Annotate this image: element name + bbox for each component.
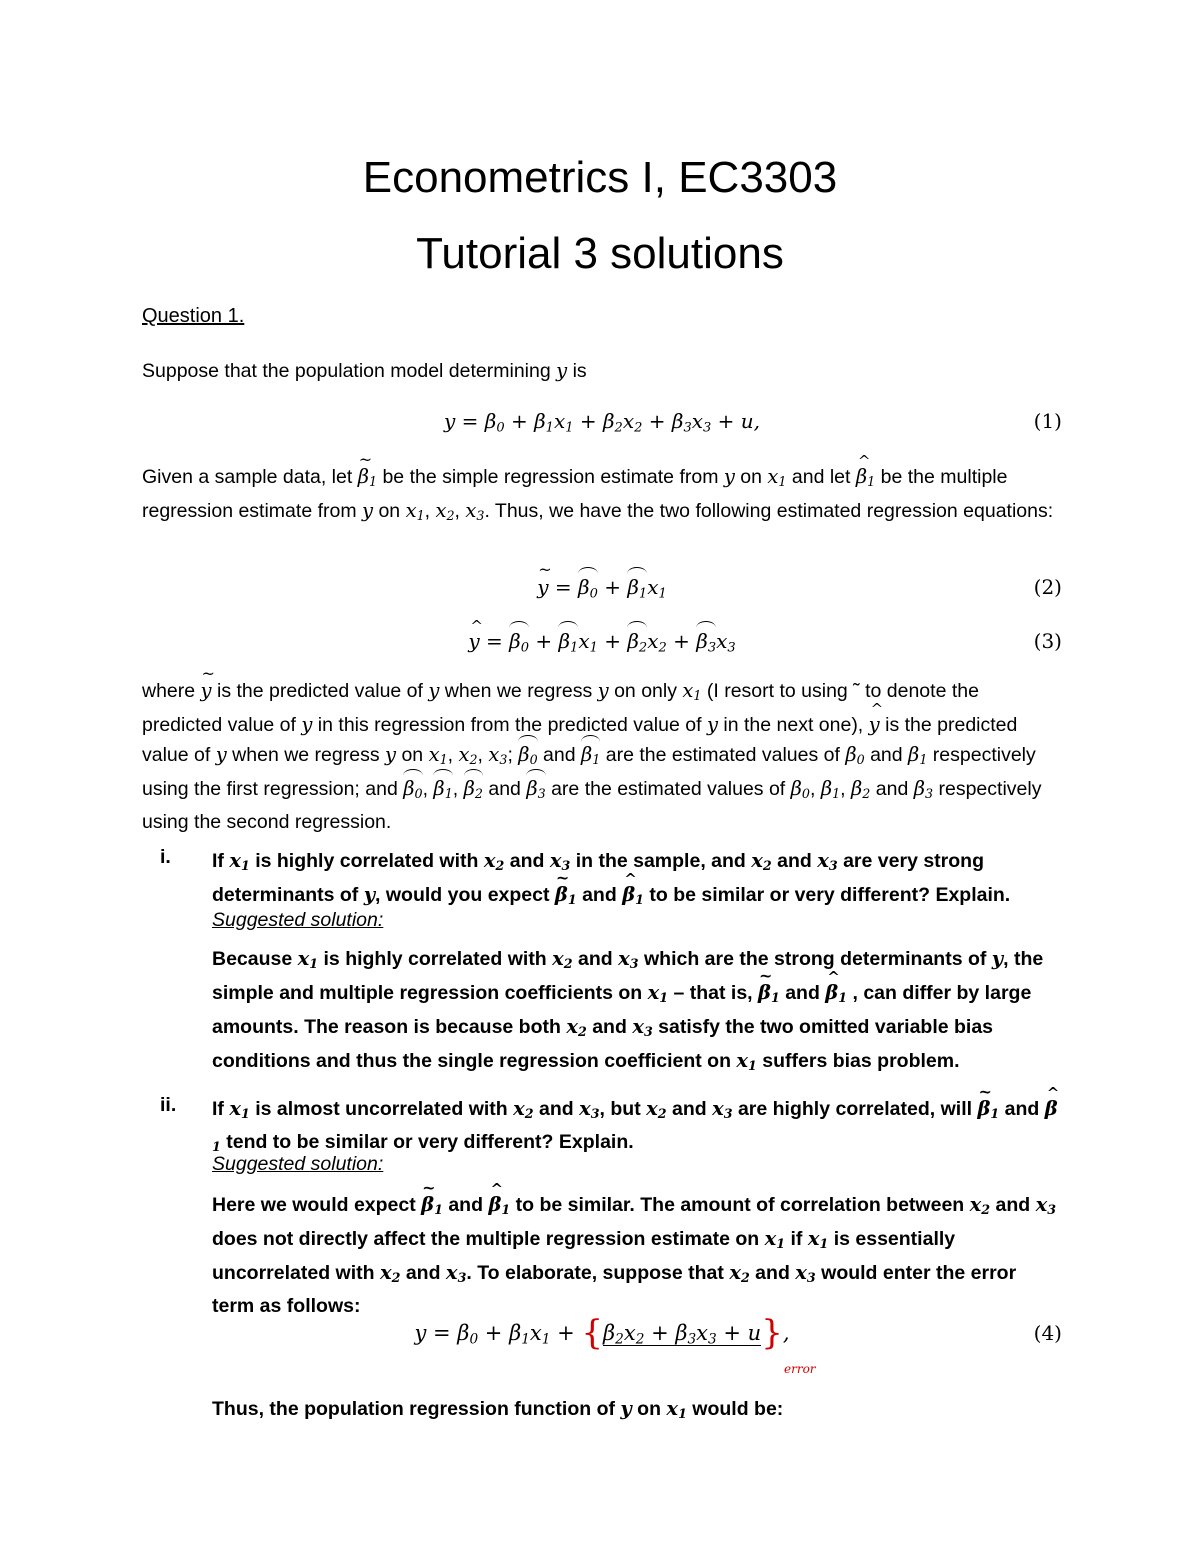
- item-i-label: i.: [160, 846, 171, 868]
- item-i-question: If $x_1$ is highly correlated with $x_2$ and $x_3$ in the sample, and $x_2$ and $x_3$ are very strong determinants of y, would you expect β $\sim_1$ and β $\^{}_1$ to be similar or very different? Explain.: [212, 846, 1062, 914]
- item-i-solution: Because $x_1$ is highly correlated with $x_2$ and $x_3$ which are the strong determinants of y, the simple and multiple regression coefficients on $x_1$ – that is, β $\sim_1$ and β $\^{}_1$ , can differ by large amounts. The reason is because both $x_2$ and $x_3$ satisfy the two omitted variable bias conditions and thus the single regression coefficient on $x_1$ suffers bias problem.: [212, 944, 1062, 1081]
- document-subtitle: Tutorial 3 solutions: [416, 229, 784, 278]
- item-ii-solution-label: Suggested solution:: [212, 1153, 384, 1175]
- given-paragraph: Given a sample data, let β $\sim_1$ be the simple regression estimate from y on $x_1$ and let β $\^{}_1$ be the multiple regression estimate from y on $x_1$, $x_2$, $x_3$. Thus, we have the two following estimated regression equations:: [142, 462, 1062, 530]
- item-ii-question: If $x_1$ is almost uncorrelated with $x_2$ and $x_3$, but $x_2$ and $x_3$ are highly correlated, will β $\sim_1$ and β $\^{}_1$ tend to be similar or very different? Explain.: [212, 1094, 1062, 1161]
- question-heading: Question 1.: [142, 305, 245, 327]
- intro-text: Suppose that the population model determining y is: [142, 359, 587, 382]
- equation-4-number: (4): [1033, 1321, 1062, 1345]
- equation-1-number: (1): [1033, 409, 1062, 433]
- document-title: Econometrics I, EC3303: [362, 153, 838, 202]
- error-label: error: [784, 1362, 816, 1376]
- item-i-solution-label: Suggested solution:: [212, 909, 384, 931]
- document-page: Econometrics I, EC3303 Tutorial 3 solutions Question 1. Suppose that the population model determining y is $y = \beta_0 + \beta_1x_1 + \beta_2x_2 + \beta_3x_3 + u$, (1) Given a sample data, let β $\sim_1$ be the simple regression estimate from y on $x_1$ and let β $\^{}_1$ be the multiple regression estimate from y on $x_1$, $x_2$, $x_3$. Thus, we have the two following estimated regression equations: y ~ = $\beta_0 + \beta_1x_1$ (2) y ^ = $\beta_0 + \beta_1x_1 + \beta_2x_2 + \beta_3x_3$ (3) where y ~ is the predicted value of y when we regress y on only $x_1$ (I resort to using ˜ to denote the predicted value of y in this regression from the predicted value of y in the next one), y ^ is the predicted value of y when we regress y on $x_1$, $x_2$, $x_3$; $\beta_0$ and $\beta_1$ are the estimated values of $\beta_0$ and $\beta_1$ respectively using the first regression; and $\beta_0$, $\beta_1$, $\beta_2$ and $\beta_3$ are the estimated values of $\beta_0$, $\beta_1$, $\beta_2$ and $\beta_3$ respectively using the second regression. i. If $x_1$ is highly correlated with $x_2$ and $x_3$ in the sample, and $x_2$ and $x_3$ are very strong determinants of y, would you expect β $\sim_1$ and β $\^{}_1$ to be similar or very different? Explain. Suggested solution: Because $x_1$ is highly correlated with $x_2$ and $x_3$ which are the strong determinants of y, the simple and multiple regression coefficients on $x_1$ – that is, β $\sim_1$ and β $\^{}_1$ , can differ by large amounts. The reason is because both $x_2$ and $x_3$ satisfy the two omitted variable bias conditions and thus the single regression coefficient on $x_1$ suffers bias problem. ii. If $x_1$ is almost uncorrelated with $x_2$ and $x_3$, but $x_2$ and $x_3$ are highly correlated, will β $\sim_1$ and β $\^{}_1$ tend to be similar or very different? Explain. Suggested solution: Here we would expect β $\sim_1$ and β $\^{}_1$ to be similar. The amount of correlation between $x_2$ and $x_3$ does not directly affect the multiple regression estimate on $x_1$ if $x_1$ is essentially uncorrelated with $x_2$ and $x_3$. To elaborate, suppose that $x_2$ and $x_3$ would enter the error term as follows: $y = \beta_0 + \beta_1x_1 + \{\beta_2x_2 + \beta_3x_3 + u\}$, error (4) Thus, the population regression function of y on $x_1$ would be:: [0, 0, 1200, 1553]
- equation-4: $y = \beta_0 + \beta_1x_1 + \{\beta_2x_2 + \beta_3x_3 + u\}$, error (4): [142, 1318, 1062, 1378]
- where-paragraph: where y ~ is the predicted value of y when we regress y on only $x_1$ (I resort to using ˜ to denote the predicted value of y in this regression from the predicted value of y in the next one), y ^ is the predicted value of y when we regress y on $x_1$, $x_2$, $x_3$; $\beta_0$ and $\beta_1$ are the estimated values of $\beta_0$ and $\beta_1$ respectively using the first regression; and $\beta_0$, $\beta_1$, $\beta_2$ and $\beta_3$ are the estimated values of $\beta_0$, $\beta_1$, $\beta_2$ and $\beta_3$ respectively using the second regression.: [142, 676, 1062, 837]
- equation-3-number: (3): [1033, 629, 1062, 653]
- item-ii-label: ii.: [160, 1094, 177, 1116]
- equation-2-number: (2): [1033, 575, 1062, 599]
- item-ii-solution: Here we would expect β $\sim_1$ and β $\^{}_1$ to be similar. The amount of correlation between $x_2$ and $x_3$ does not directly affect the multiple regression estimate on $x_1$ if $x_1$ is essentially uncorrelated with $x_2$ and $x_3$. To elaborate, suppose that $x_2$ and $x_3$ would enter the error term as follows:: [212, 1190, 1062, 1321]
- item-ii-closing: Thus, the population regression function of y on $x_1$ would be:: [212, 1397, 784, 1422]
